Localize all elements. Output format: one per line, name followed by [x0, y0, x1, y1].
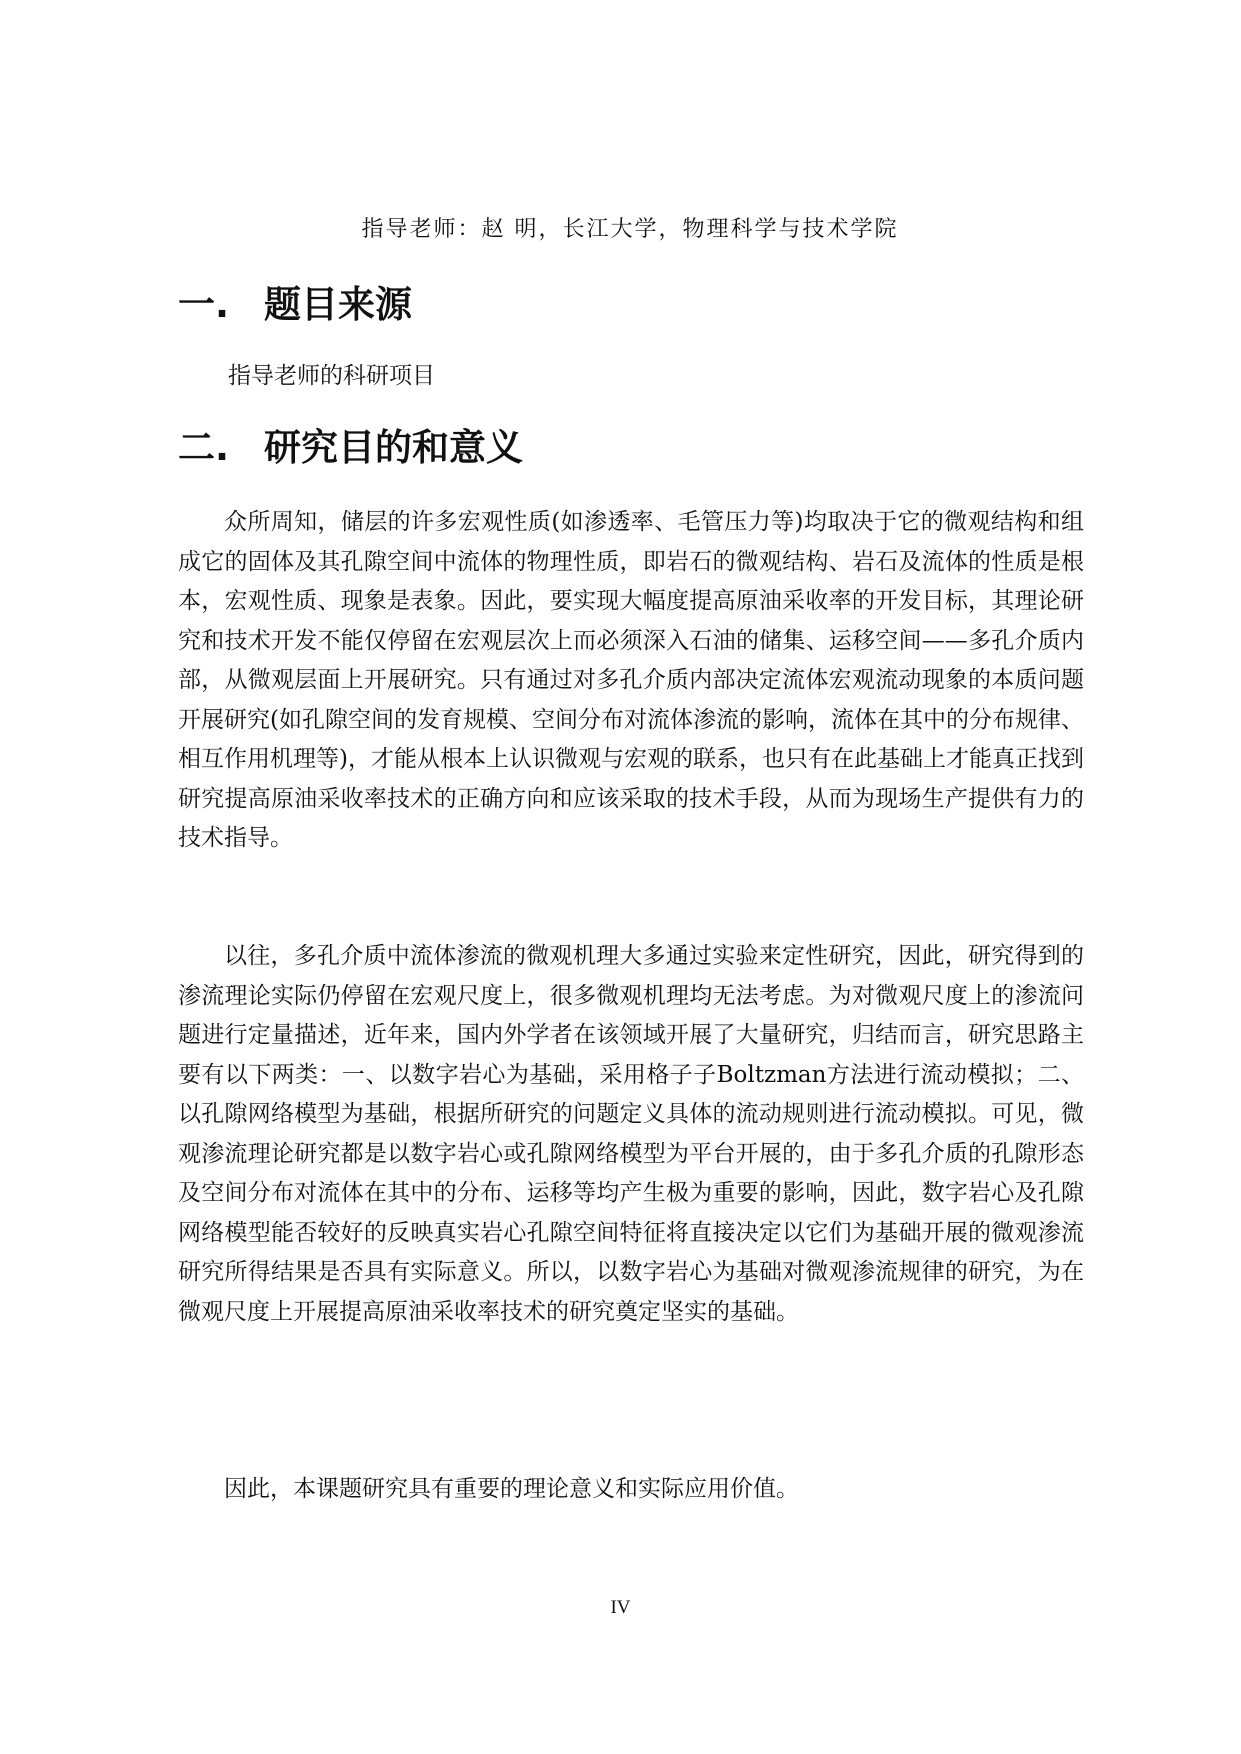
section-heading-2	[178, 426, 523, 470]
advisor-line: 指导老师：赵 明，长江大学，物理科学与技术学院	[361, 217, 899, 242]
section-1-content: 指导老师的科研项目	[228, 363, 435, 389]
section-number: 二.	[178, 426, 230, 469]
body-paragraph: 以往，多孔介质中流体渗流的微观机理大多通过实验来定性研究，因此，研究得到的渗流理论实际仍停留在宏观尺度上，很多微观机理均无法考虑。为对微观尺度上的渗流问题进行定量描述，近年来，国内外学者在该领域开展了大量研究，归结而言，研究思路主要有以下两类：一、以数字岩心为基础，采用格子子Boltzman方法进行流动模拟；二、以孔隙网络模型为基础，根据所研究的问题定义具体的流动规则进行流动模拟。可见，微观渗流理论研究都是以数字岩心或孔隙网络模型为平台开展的，由于多孔介质的孔隙形态及空间分布对流体在其中的分布、运移等均产生极为重要的影响，因此，数字岩心及孔隙网络模型能否较好的反映真实岩心孔隙空间特征将直接决定以它们为基础开展的微观渗流研究所得结果是否具有实际意义。所以，以数字岩心为基础对微观渗流规律的研究，为在微观尺度上开展提高原油采收率技术的研究奠定坚实的基础。	[178, 943, 1084, 1325]
section-title: 研究目的和意义	[264, 426, 523, 469]
section-number: 一.	[178, 283, 230, 326]
section-title: 题目来源	[264, 283, 412, 326]
page-number: IV	[610, 1597, 631, 1618]
section-heading-1	[178, 283, 412, 327]
body-paragraph: 因此，本课题研究具有重要的理论意义和实际应用价值。	[224, 1476, 799, 1502]
body-paragraph: 众所周知，储层的许多宏观性质(如渗透率、毛管压力等)均取决于它的微观结构和组成它的固体及其孔隙空间中流体的物理性质，即岩石的微观结构、岩石及流体的性质是根本，宏观性质、现象是表象。因此，要实现大幅度提高原油采收率的开发目标，其理论研究和技术开发不能仅停留在宏观层次上而必须深入石油的储集、运移空间——多孔介质内部，从微观层面上开展研究。只有通过对多孔介质内部决定流体宏观流动现象的本质问题开展研究(如孔隙空间的发育规模、空间分布对流体渗流的影响，流体在其中的分布规律、相互作用机理等)，才能从根本上认识微观与宏观的联系，也只有在此基础上才能真正找到研究提高原油采收率技术的正确方向和应该采取的技术手段，从而为现场生产提供有力的技术指导。	[178, 509, 1084, 851]
